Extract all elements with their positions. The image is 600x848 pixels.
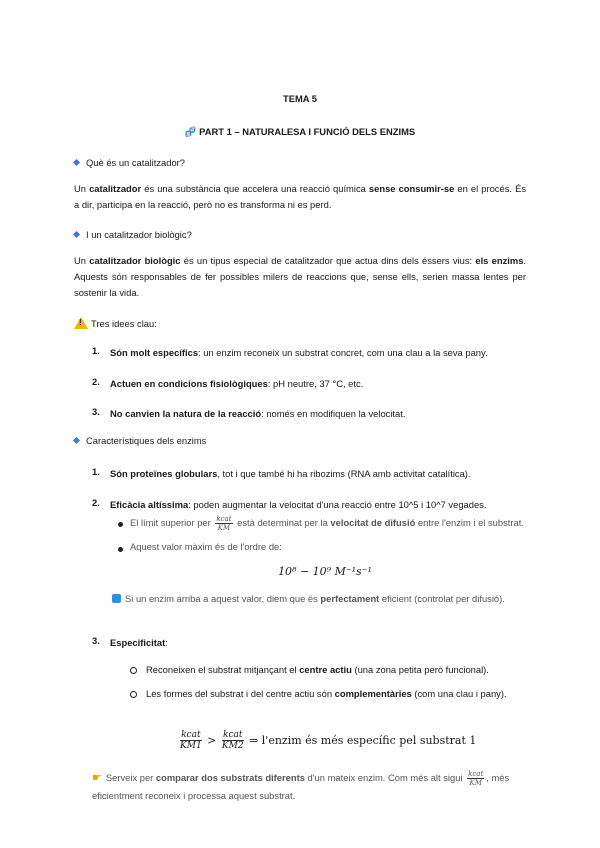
carac-3: [110, 635, 530, 651]
comparison-note: [92, 769, 532, 805]
arrow-right-icon: [112, 594, 121, 603]
q2-p1: Un: [74, 255, 90, 266]
c2-b: (com una clau i pany).: [411, 688, 507, 699]
idea-3: [110, 406, 530, 422]
ideas-heading: [74, 317, 157, 329]
q1-b2: sense consumir-se: [368, 183, 455, 194]
idea-1: [110, 345, 530, 361]
c1-b: (una zona petita però funcional).: [351, 664, 489, 675]
idea-2-text: : pH neutre, 37 °C, etc.: [267, 378, 364, 389]
paragraph-catalitzador-biologic: [74, 253, 526, 301]
complementary-bullet: [146, 686, 531, 702]
idea-2: [110, 376, 530, 392]
final-b: d'un mateix enzim. Com més alt sigui: [304, 772, 466, 783]
c1-a: Reconeixen el substrat mitjançant el: [146, 664, 300, 675]
diffusion-limit-bullet: [130, 515, 540, 532]
question-2-text: I un catalitzador biològic?: [86, 229, 192, 240]
circle-bullet: [130, 667, 137, 674]
idea-3-bold: No canvien la natura de la reacció: [110, 408, 262, 419]
bullet1-b: està determinat per la: [234, 517, 331, 528]
diamond-bullet-icon: [73, 437, 80, 444]
right-fraction: [222, 730, 244, 751]
note-a: Si un enzim arriba a aquest valor, diem que és: [125, 593, 321, 604]
carac-2: [110, 497, 530, 513]
note-b: eficient (controlat per difusió).: [379, 593, 505, 604]
diamond-bullet-icon: [73, 231, 80, 238]
c2-bold: complementàries: [334, 688, 412, 699]
q2-b2: els enzims: [475, 255, 524, 266]
carac-1-bold: Són proteïnes globulars: [110, 468, 218, 479]
idea-3-number: 3.: [92, 406, 100, 417]
perfect-efficiency-note: [112, 593, 542, 604]
warning-icon: [74, 317, 88, 329]
final-bold: comparar dos substrats diferents: [155, 772, 305, 783]
q1-p2: és una substància que accelera una reacció química: [141, 183, 369, 194]
idea-3-text: : només en modifiquen la velocitat.: [261, 408, 406, 419]
final-a: Serveix per: [105, 772, 156, 783]
c1-bold: centre actiu: [299, 664, 352, 675]
idea-1-number: 1.: [92, 345, 100, 356]
question-heading-2: [74, 229, 192, 240]
pointing-hand-icon: ☛: [92, 772, 102, 784]
paragraph-catalitzador: [74, 181, 526, 213]
left-num: kcat: [181, 730, 201, 740]
question-heading-1: [74, 157, 185, 168]
dna-icon: 🧬: [184, 126, 197, 137]
left-fraction: [180, 730, 202, 751]
circle-bullet: [130, 691, 137, 698]
carac-1: [110, 466, 530, 482]
note-bold: perfectament: [320, 593, 380, 604]
max-value-bullet: Aquest valor màxim és de l'ordre de:: [130, 541, 282, 552]
carac-3-number: 3.: [92, 635, 100, 646]
inequality-text: ⇒ l'enzim és més específic pel substrat 1: [249, 734, 477, 747]
idea-1-text: : un enzim reconeix un substrat concret, com una clau a la seva pany.: [198, 347, 488, 358]
diffusion-formula: 10⁸ − 10⁹ M⁻¹s⁻¹: [278, 565, 372, 578]
bullet1-bold: velocitat de difusió: [330, 517, 416, 528]
characteristics-heading: [74, 435, 206, 446]
left-den: KM1: [180, 741, 202, 751]
final-frac-num: kcat: [468, 770, 484, 779]
bullet-dot: [118, 547, 123, 552]
right-num: kcat: [222, 730, 243, 740]
specificity-inequality: [178, 730, 476, 751]
frac-den: KM: [217, 524, 231, 533]
carac-2-bold: Eficàcia altíssima: [110, 499, 189, 510]
question-1-text: Què és un catalitzador?: [86, 157, 186, 168]
q1-b1: catalitzador: [89, 183, 142, 194]
final-frac-den: KM: [469, 779, 482, 788]
carac-1-text: , tot i que també hi ha ribozims (RNA amb activitat catalítica).: [217, 468, 471, 479]
idea-1-bold: Són molt específics: [110, 347, 199, 358]
q2-b1: catalitzador biològic: [89, 255, 181, 266]
q2-p3: . Aquests són responsables de fer possibles milers de reaccions que, sense ells, serien massa lentes per sostenir la vida.: [74, 255, 527, 298]
greater-than: >: [207, 734, 217, 747]
right-den: KM2: [221, 741, 244, 751]
c2-a: Les formes del substrat i del centre actiu són: [146, 688, 335, 699]
diamond-bullet-icon: [73, 159, 80, 166]
carac-2-text: : poden augmentar la velocitat d'una reacció entre 10^5 i 10^7 vegades.: [188, 499, 487, 510]
carac-1-number: 1.: [92, 466, 100, 477]
q2-p2: és un tipus especial de catalitzador que actua dins dels éssers vius:: [180, 255, 476, 266]
carac-3-colon: :: [165, 637, 168, 648]
q1-p3: en el procés. És a dir, participa en la reacció, però no es transforma ni es perd.: [74, 183, 527, 210]
final-c: , més eficientment reconeix i processa aquest substrat.: [92, 772, 510, 802]
bullet1-c: entre l'enzim i el substrat.: [415, 517, 524, 528]
carac-2-number: 2.: [92, 497, 100, 508]
frac-num: kcat: [216, 515, 232, 524]
ideas-heading-text: Tres idees clau:: [91, 318, 157, 329]
final-fraction: [467, 770, 484, 787]
active-site-bullet: [146, 662, 531, 678]
kcat-km-fraction: [215, 515, 232, 532]
document-title: TEMA 5: [282, 93, 318, 104]
bullet-dot: [118, 522, 123, 527]
idea-2-number: 2.: [92, 376, 100, 387]
carac-3-bold: Especificitat: [110, 637, 166, 648]
bullet1-a: El límit superior per: [130, 517, 214, 528]
part-heading: [0, 126, 600, 138]
q1-p1: Un: [74, 183, 90, 194]
part-label: PART 1 – NATURALESA I FUNCIÓ DELS ENZIMS: [199, 126, 416, 137]
idea-2-bold: Actuen en condicions fisiològiques: [110, 378, 268, 389]
characteristics-heading-text: Característiques dels enzims: [86, 435, 207, 446]
